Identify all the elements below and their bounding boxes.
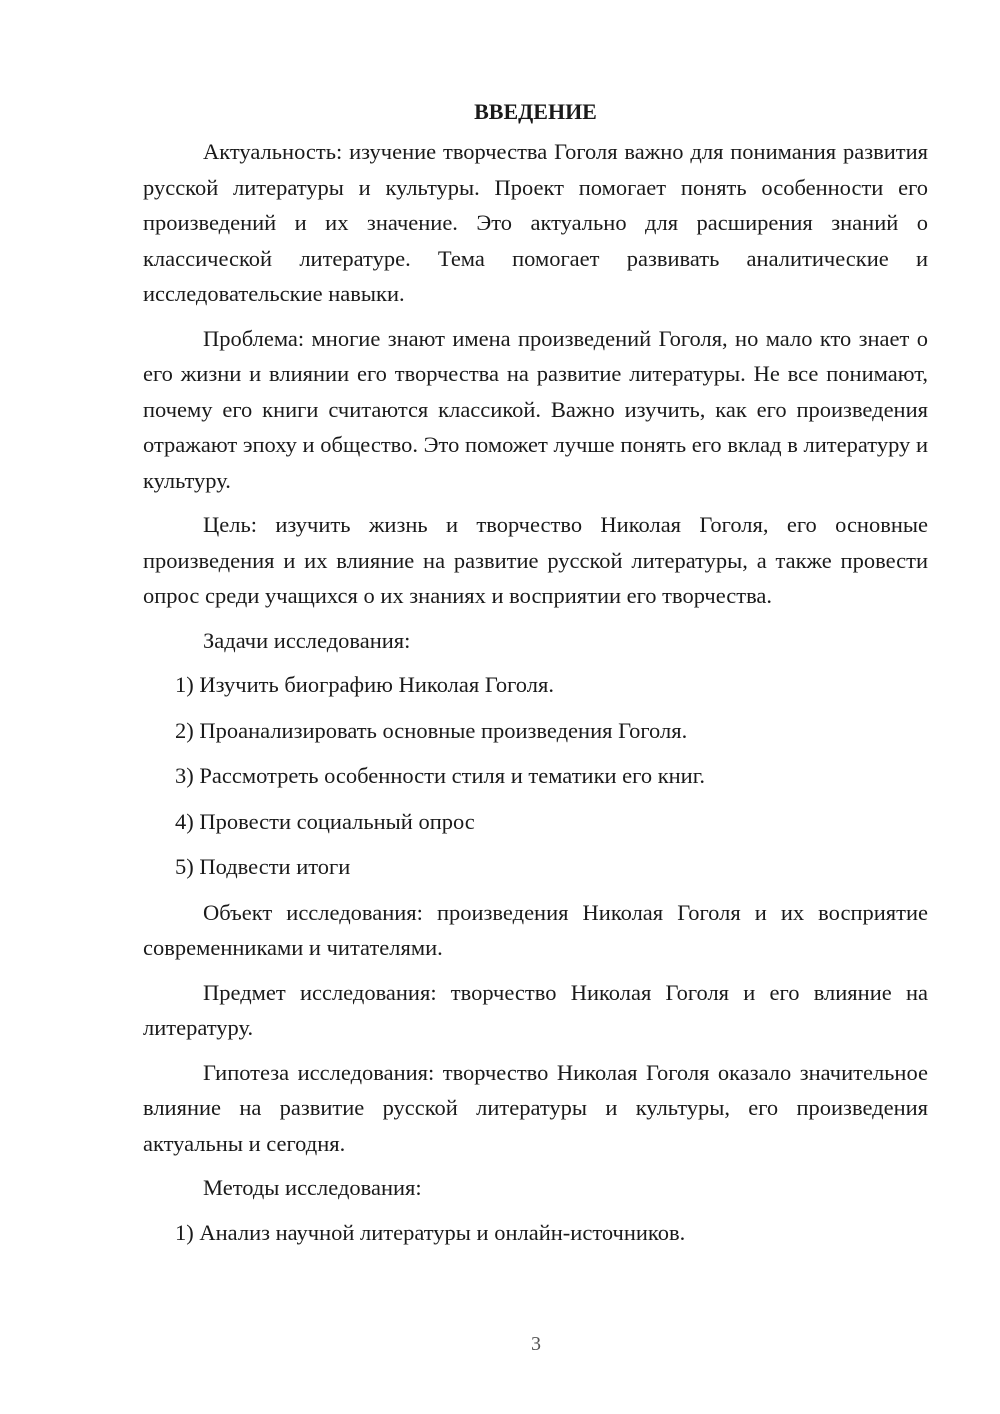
tasks-label: Задачи исследования: xyxy=(203,627,411,653)
methods-label: Методы исследования: xyxy=(203,1175,422,1200)
relevance-paragraph: Актуальность: изучение творчества Гоголя важно для понимания развития русской литературы и культуры. Проект помогает понять особенности его произведений и их значение. Это актуально для расширения знаний о классической литературе. Тема помогает развивать аналитические и исследовательские навыки. xyxy=(143,139,928,306)
method-item: 1) Анализ научной литературы и онлайн-источников. xyxy=(175,1219,686,1245)
task-item: 4) Провести социальный опрос xyxy=(175,808,475,834)
page-title: ВВЕДЕНИЕ xyxy=(474,99,597,124)
goal-paragraph: Цель: изучить жизнь и творчество Николая Гоголя, его основные произведения и их влияние на развитие русской литературы, а также провести опрос среди учащихся о их знаниях и восприятии его творчества. xyxy=(143,512,928,608)
task-item: 5) Подвести итоги xyxy=(175,854,351,879)
subject-paragraph: Предмет исследования: творчество Николая Гоголя и его влияние на литературу. xyxy=(143,979,928,1040)
methods-list xyxy=(143,1215,928,1251)
tasks-list xyxy=(143,667,928,885)
task-item: 2) Проанализировать основные произведения Гоголя. xyxy=(175,717,688,743)
problem-paragraph: Проблема: многие знают имена произведений Гоголя, но мало кто знает о его жизни и влиянии его творчества на развитие литературы. Не все понимают, почему его книги считаются классикой. Важно изучить, как его произведения отражают эпоху и общество. Это поможет лучше понять его вклад в литературу и культуру. xyxy=(143,325,928,493)
task-item: 1) Изучить биографию Николая Гоголя. xyxy=(175,672,554,697)
task-item: 3) Рассмотреть особенности стиля и тематики его книг. xyxy=(175,763,706,788)
page-body xyxy=(143,94,928,1260)
object-paragraph: Объект исследования: произведения Николая Гоголя и их восприятие современниками и читателями. xyxy=(143,899,928,960)
page-number: 3 xyxy=(531,1333,541,1355)
hypothesis-paragraph: Гипотеза исследования: творчество Николая Гоголя оказало значительное влияние на развитие русской литературы и культуры, его произведения актуальны и сегодня. xyxy=(143,1059,928,1156)
